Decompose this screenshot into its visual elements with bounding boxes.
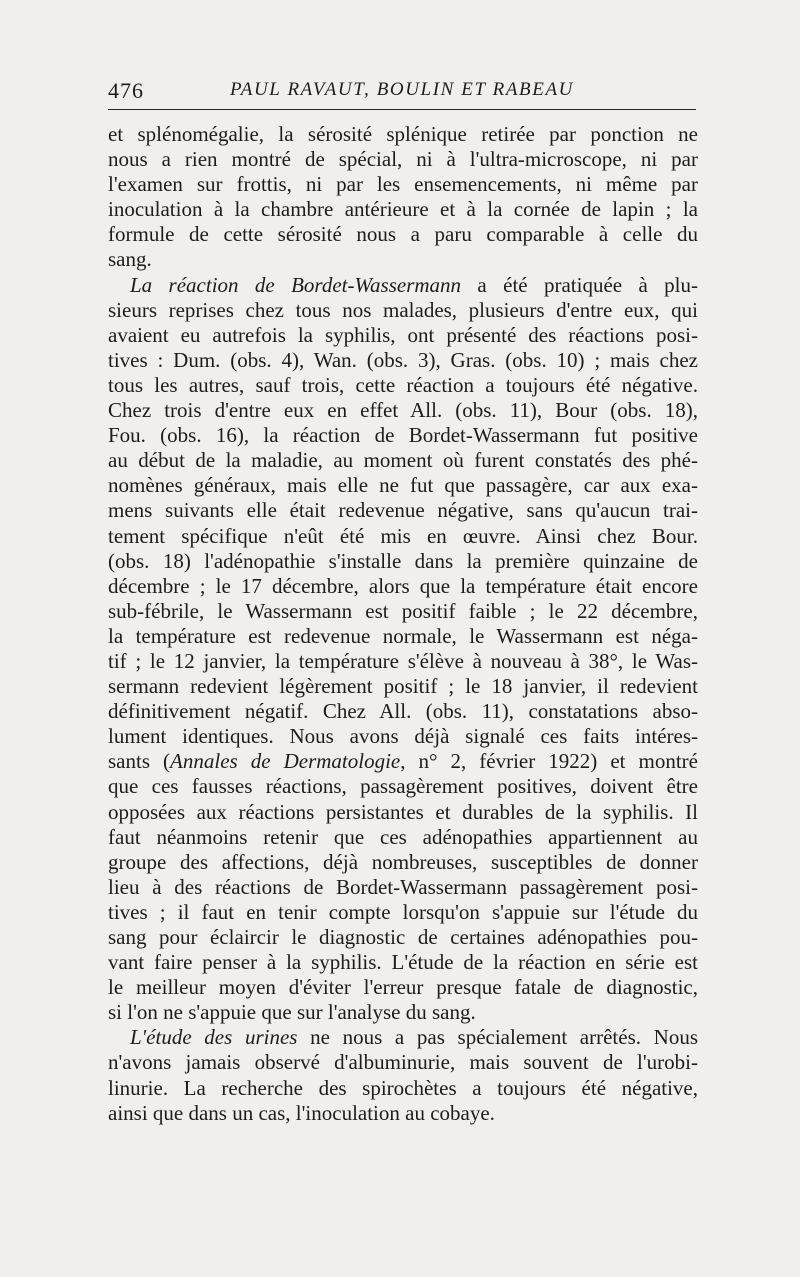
text-line: le meilleur moyen d'éviter l'erreur presque fatale de diagnostic, <box>108 975 698 1000</box>
text-line: sermann redevient légèrement positif ; le 18 janvier, il redevient <box>108 674 698 699</box>
text-line: l'examen sur frottis, ni par les ensemencements, ni même par <box>108 172 698 197</box>
text-line-citation <box>108 749 698 774</box>
text-line: vant faire penser à la syphilis. L'étude de la réaction en série est <box>108 950 698 975</box>
text-line: sang pour éclaircir le diagnostic de certaines adénopathies pou- <box>108 925 698 949</box>
text-line: linurie. La recherche des spirochètes a toujours été négative, <box>108 1075 698 1100</box>
text-line: ainsi que dans un cas, l'inoculation au cobaye. <box>108 1100 495 1125</box>
text-line: tous les autres, sauf trois, cette réaction a toujours été négative. <box>108 372 698 397</box>
text-line: formule de cette sérosité nous a paru comparable à celle du <box>108 222 698 247</box>
text-line-paragraph-start <box>108 273 698 298</box>
text-line: si l'on ne s'appuie que sur l'analyse du sang. <box>108 1000 476 1025</box>
italic-journal-title: Annales de Dermatologie <box>170 749 401 774</box>
text-line: tif ; le 12 janvier, la température s'élève à nouveau à 38°, le Was- <box>108 648 698 673</box>
italic-phrase: La réaction de Bordet-Wassermann <box>130 272 462 297</box>
text-fragment: , n° 2, février 1922) et montré <box>400 749 699 774</box>
page-header <box>108 78 696 108</box>
running-head: PAUL RAVAUT, BOULIN ET RABEAU <box>230 79 574 100</box>
text-line: avaient eu autrefois la syphilis, ont présenté des réactions posi- <box>108 322 698 347</box>
text-fragment: sants ( <box>108 749 171 774</box>
text-line: mens suivants elle était redevenue négative, sans qu'aucun trai- <box>108 498 698 523</box>
text-line: (obs. 18) l'adénopathie s'installe dans la première quinzaine de <box>108 548 698 573</box>
text-line: nomènes généraux, mais elle ne fut que passagère, car aux exa- <box>108 473 698 498</box>
text-line: groupe des affections, déjà nombreuses, susceptibles de donner <box>108 849 698 874</box>
text-line: sieurs reprises chez tous nos malades, plusieurs d'entre eux, qui <box>108 297 698 322</box>
text-line: faut néanmoins retenir que ces adénopathies appartiennent au <box>108 824 698 849</box>
text-line: la température est redevenue normale, le Wassermann est néga- <box>108 623 698 648</box>
text-line: tement spécifique n'eût été mis en œuvre. Ainsi chez Bour. <box>108 523 698 548</box>
text-line-paragraph-start <box>108 1025 698 1050</box>
text-line: Chez trois d'entre eux en effet All. (obs. 11), Bour (obs. 18), <box>108 398 698 423</box>
text-fragment: ne nous a pas spécialement arrêtés. Nous <box>297 1025 698 1050</box>
text-line: sub-fébrile, le Wassermann est positif faible ; le 22 décembre, <box>108 598 698 623</box>
text-line: lument identiques. Nous avons déjà signalé ces faits intéres- <box>108 724 698 749</box>
text-line: que ces fausses réactions, passagèrement positives, doivent être <box>108 774 698 799</box>
text-line: définitivement négatif. Chez All. (obs. 11), constatations abso- <box>108 699 698 724</box>
text-line: Fou. (obs. 16), la réaction de Bordet-Wassermann fut positive <box>108 423 698 448</box>
text-line: inoculation à la chambre antérieure et à la cornée de lapin ; la <box>108 197 698 222</box>
text-line: décembre ; le 17 décembre, alors que la température était encore <box>108 573 698 598</box>
body-text <box>108 122 698 1126</box>
text-fragment: a été pratiquée à plu- <box>461 272 698 297</box>
text-line: au début de la maladie, au moment où furent constatés des phé- <box>108 448 698 473</box>
text-line: lieu à des réactions de Bordet-Wassermann passagèrement posi- <box>108 874 698 899</box>
text-line: et splénomégalie, la sérosité splénique retirée par ponction ne <box>108 122 698 146</box>
text-line: nous a rien montré de spécial, ni à l'ultra-microscope, ni par <box>108 147 698 172</box>
text-line: n'avons jamais observé d'albuminurie, mais souvent de l'urobi- <box>108 1050 698 1075</box>
text-line: sang. <box>108 247 152 272</box>
text-line: tives : Dum. (obs. 4), Wan. (obs. 3), Gras. (obs. 10) ; mais chez <box>108 347 698 372</box>
text-line: opposées aux réactions persistantes et durables de la syphilis. Il <box>108 799 698 824</box>
italic-phrase: L'étude des urines <box>130 1025 298 1050</box>
page-number: 476 <box>108 78 144 103</box>
text-line: tives ; il faut en tenir compte lorsqu'on s'appuie sur l'étude du <box>108 899 698 924</box>
header-rule <box>108 109 696 110</box>
